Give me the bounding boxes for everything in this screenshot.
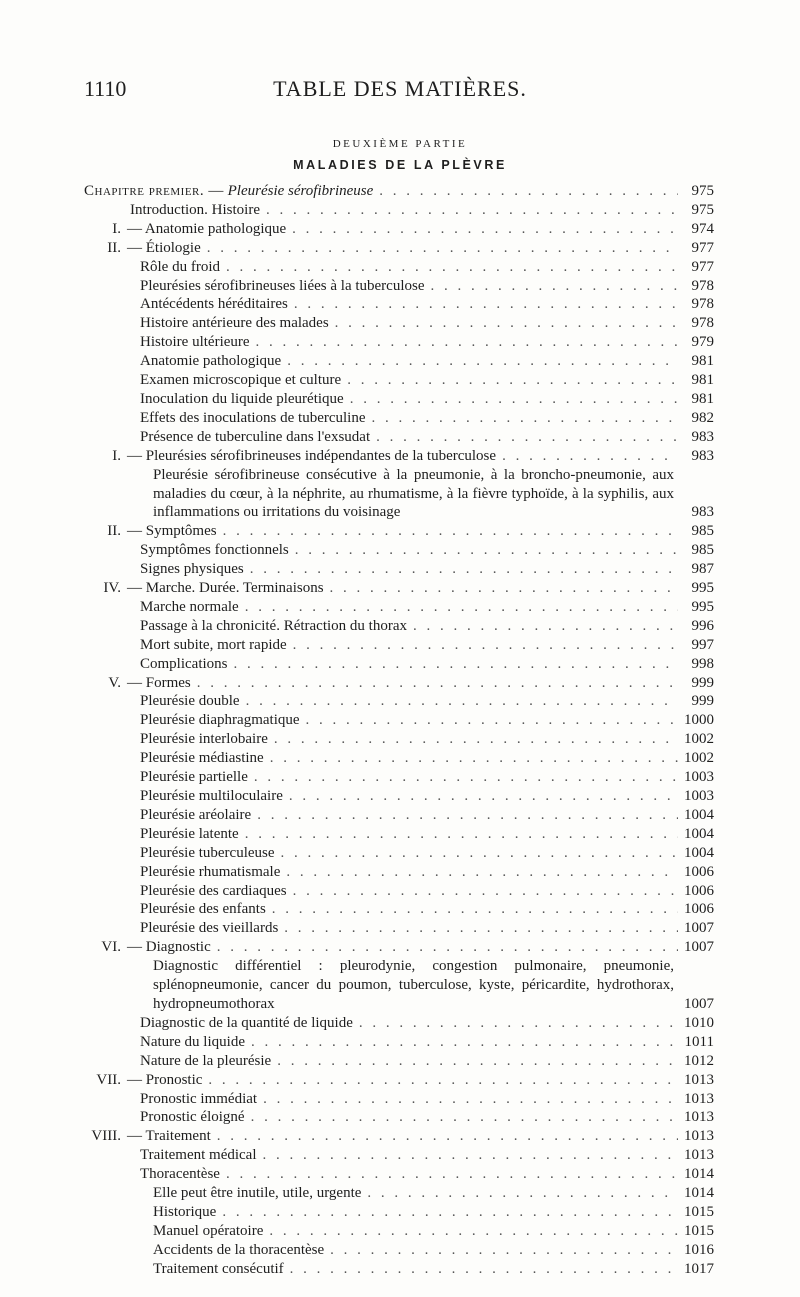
dot-leader	[269, 1222, 678, 1241]
entry-page-row	[0, 995, 800, 1014]
chapter-label: Chapitre premier. —	[84, 183, 224, 199]
entry-page: 987	[691, 561, 714, 578]
entry-page: 1003	[684, 769, 714, 786]
entry-page: 997	[691, 636, 714, 653]
toc-entry	[0, 938, 800, 957]
entry-page: 1010	[684, 1014, 714, 1031]
entry-page: 1006	[684, 882, 714, 899]
entry-text: Pleurésie des cardiaques	[140, 882, 287, 899]
toc-entry	[0, 258, 800, 277]
toc-entry	[0, 882, 800, 901]
entry-text: Examen microscopique et culture	[140, 372, 342, 389]
toc-entry	[0, 1071, 800, 1090]
entry-page: 999	[691, 674, 714, 691]
entry-text: Pleurésie multiloculaire	[140, 788, 283, 805]
entry-text: Complications	[140, 655, 228, 672]
toc-entry	[0, 428, 800, 447]
dot-leader	[347, 371, 678, 390]
dot-leader	[367, 1184, 678, 1203]
toc-entry	[0, 692, 800, 711]
table-of-contents	[0, 182, 800, 1279]
toc-entry	[0, 1014, 800, 1033]
chapter-page: 975	[691, 183, 714, 199]
entry-page: 975	[691, 201, 714, 218]
entry-page: 1015	[684, 1203, 714, 1220]
entry-number: IV.	[103, 580, 121, 597]
dot-leader	[294, 295, 678, 314]
toc-entry	[0, 1241, 800, 1260]
dot-leader	[281, 844, 678, 863]
dot-leader	[287, 352, 678, 371]
entry-text: Pleurésies sérofibrineuses liées à la tuberculose	[140, 277, 425, 294]
chapter-line	[84, 182, 373, 201]
entry-text: Pronostic immédiat	[140, 1090, 258, 1107]
toc-entry	[0, 277, 800, 296]
chapter-title: Pleurésie sérofibrineuse	[227, 183, 374, 199]
entry-number: V.	[108, 674, 121, 691]
dot-leader	[376, 428, 678, 447]
dot-leader	[245, 825, 678, 844]
entry-page: 1002	[684, 731, 714, 748]
entry-text: Pleurésie latente	[140, 825, 239, 842]
entry-page: 979	[691, 334, 714, 351]
toc-entry	[0, 409, 800, 428]
dot-leader	[208, 1071, 678, 1090]
dot-leader	[226, 258, 678, 277]
entry-text: Traitement médical	[140, 1147, 257, 1164]
entry-page: 981	[691, 390, 714, 407]
entry-text: Pleurésie interlobaire	[140, 731, 268, 748]
toc-entry	[0, 900, 800, 919]
entry-text: — Pronostic	[127, 1071, 203, 1088]
dot-leader	[293, 636, 678, 655]
entry-page: 1004	[684, 844, 714, 861]
dot-leader	[250, 560, 678, 579]
dot-leader	[284, 919, 678, 938]
toc-entry	[0, 579, 800, 598]
toc-entry	[0, 295, 800, 314]
entry-text: Anatomie pathologique	[140, 353, 282, 370]
page-header	[0, 76, 800, 106]
entry-text: — Anatomie pathologique	[127, 220, 287, 237]
entry-text: — Formes	[127, 674, 191, 691]
running-title: TABLE DES MATIÈRES.	[273, 76, 527, 101]
entry-text: — Pleurésies sérofibrineuses indépendantes de la tuberculose	[127, 447, 497, 464]
entry-number: II.	[107, 239, 121, 256]
entry-text: Histoire ultérieure	[140, 334, 250, 351]
entry-text: Thoracentèse	[140, 1166, 220, 1183]
dot-leader	[350, 390, 678, 409]
entry-text: Traitement consécutif	[153, 1260, 284, 1277]
entry-text: Pleurésie médiastine	[140, 750, 264, 767]
entry-page: 999	[691, 693, 714, 710]
entry-text: Pleurésie double	[140, 693, 240, 710]
entry-page: 978	[691, 296, 714, 313]
entry-page: 1006	[684, 863, 714, 880]
toc-entry	[0, 1090, 800, 1109]
entry-text: Pleurésie des enfants	[140, 901, 266, 918]
entry-page: 1002	[684, 750, 714, 767]
entry-page: 983	[691, 447, 714, 464]
entry-number: VIII.	[91, 1128, 121, 1145]
toc-entry	[0, 617, 800, 636]
entry-text: Elle peut être inutile, utile, urgente	[153, 1185, 362, 1202]
toc-entry	[0, 655, 800, 674]
entry-text: Introduction. Histoire	[130, 201, 260, 218]
entry-text: Diagnostic de la quantité de liquide	[140, 1014, 353, 1031]
entry-text: Manuel opératoire	[153, 1222, 264, 1239]
entry-page: 977	[691, 239, 714, 256]
toc-entry	[0, 711, 800, 730]
toc-entry	[0, 522, 800, 541]
dot-leader	[306, 711, 678, 730]
dot-leader	[263, 1146, 679, 1165]
dot-leader	[272, 900, 678, 919]
entry-text: Accidents de la thoracentèse	[153, 1241, 325, 1258]
entry-page: 995	[691, 598, 714, 615]
toc-entry	[0, 787, 800, 806]
dot-leader	[223, 522, 678, 541]
dot-leader	[293, 882, 678, 901]
dot-leader	[413, 617, 678, 636]
entry-text: — Diagnostic	[127, 939, 211, 956]
dot-leader	[359, 1014, 678, 1033]
toc-entry	[0, 466, 800, 523]
dot-leader	[286, 863, 678, 882]
entry-page: 974	[691, 220, 714, 237]
dot-leader	[274, 730, 678, 749]
entry-text: Antécédents héréditaires	[140, 296, 288, 313]
entry-text: Pleurésie sérofibrineuse consécutive à la pneumonie, à la broncho-pneumonie, aux maladies du cœur, à la néphrite, au rhumatisme, à la fièvre typhoïde, à la syphilis, aux inflammations ou irritations du voisinage	[153, 466, 674, 521]
entry-page: 983	[691, 504, 714, 521]
entry-text: Mort subite, mort rapide	[140, 636, 287, 653]
toc-entry	[0, 825, 800, 844]
dot-leader	[289, 787, 678, 806]
dot-leader	[266, 201, 678, 220]
dot-leader	[263, 1090, 678, 1109]
entry-number: II.	[107, 523, 121, 540]
dot-leader	[372, 409, 679, 428]
dot-leader	[330, 579, 678, 598]
entry-page: 1006	[684, 901, 714, 918]
entry-page: 1000	[684, 712, 714, 729]
dot-leader	[292, 220, 678, 239]
entry-text: Passage à la chronicité. Rétraction du thorax	[140, 617, 407, 634]
dot-leader	[207, 239, 678, 258]
dot-leader	[254, 768, 678, 787]
entry-page: 1003	[684, 788, 714, 805]
toc-entry	[0, 1203, 800, 1222]
dot-leader	[290, 1260, 678, 1279]
entry-text: Marche normale	[140, 598, 239, 615]
dot-leader	[217, 938, 678, 957]
entry-page: 1013	[684, 1128, 714, 1145]
toc-entry	[0, 844, 800, 863]
toc-entry	[0, 560, 800, 579]
entry-page: 1016	[684, 1241, 714, 1258]
entry-page: 978	[691, 277, 714, 294]
toc-entry	[0, 333, 800, 352]
toc-entry	[0, 1146, 800, 1165]
toc-entry	[0, 239, 800, 258]
dot-leader	[222, 1203, 678, 1222]
dot-leader	[431, 277, 679, 296]
entry-page: 1004	[684, 806, 714, 823]
dot-leader	[217, 1127, 678, 1146]
toc-entry	[0, 863, 800, 882]
entry-text: Rôle du froid	[140, 258, 220, 275]
dot-leader	[246, 692, 678, 711]
entry-page: 1011	[684, 1033, 714, 1050]
dot-leader	[251, 1033, 678, 1052]
dot-leader	[277, 1052, 678, 1071]
entry-page: 985	[691, 542, 714, 559]
entry-page: 985	[691, 523, 714, 540]
entry-page: 1013	[684, 1109, 714, 1126]
toc-entry	[0, 806, 800, 825]
dot-leader	[335, 314, 678, 333]
toc-entry	[0, 352, 800, 371]
entry-page: 1007	[684, 920, 714, 937]
entry-page: 977	[691, 258, 714, 275]
toc-entry	[0, 674, 800, 693]
toc-entry	[0, 541, 800, 560]
entry-text: Pleurésie diaphragmatique	[140, 712, 300, 729]
toc-entry	[0, 1108, 800, 1127]
entry-number: VII.	[96, 1071, 121, 1088]
entry-page: 1014	[684, 1166, 714, 1183]
dot-leader	[502, 447, 678, 466]
dot-leader	[295, 541, 678, 560]
dot-leader	[251, 1108, 678, 1127]
dot-leader	[257, 806, 678, 825]
toc-entry	[0, 1052, 800, 1071]
entry-page: 978	[691, 315, 714, 332]
entry-number: I.	[112, 220, 121, 237]
dot-leader	[197, 674, 678, 693]
entry-number: VI.	[101, 939, 121, 956]
dot-leader	[256, 333, 678, 352]
entry-page: 1013	[684, 1090, 714, 1107]
page-number: 1110	[84, 76, 127, 101]
toc-entry	[0, 201, 800, 220]
dot-leader	[226, 1165, 678, 1184]
entry-page: 995	[691, 580, 714, 597]
entry-page: 1017	[684, 1260, 714, 1277]
toc-entry	[0, 1033, 800, 1052]
entry-text: Historique	[153, 1203, 217, 1220]
entry-text: Pleurésie aréolaire	[140, 806, 252, 823]
entry-page: 1007	[684, 939, 714, 956]
toc-entry	[0, 1260, 800, 1279]
toc-entry	[0, 636, 800, 655]
dot-leader	[270, 749, 678, 768]
toc-entry	[0, 957, 800, 1014]
section-title: MALADIES DE LA PLÈVRE	[293, 158, 507, 172]
dot-leader	[330, 1241, 678, 1260]
entry-page: 983	[691, 428, 714, 445]
toc-entry	[0, 768, 800, 787]
entry-text: Nature du liquide	[140, 1033, 245, 1050]
entry-text: Pleurésie rhumatismale	[140, 863, 281, 880]
toc-entry	[0, 390, 800, 409]
entry-page: 1012	[684, 1052, 714, 1069]
entry-page: 981	[691, 372, 714, 389]
toc-entry	[0, 1127, 800, 1146]
entry-text: Nature de la pleurésie	[140, 1052, 272, 1069]
entry-page: 1013	[684, 1071, 714, 1088]
chapter-entry	[0, 182, 800, 201]
entry-text: Diagnostic différentiel : pleurodynie, congestion pulmonaire, pneumonie, splénopneumonie, cancer du poumon, tuberculose, kyste, péricardite, hydrothorax, hydropneumothorax	[153, 958, 674, 1012]
entry-number: I.	[112, 447, 121, 464]
entry-page: 1007	[684, 996, 714, 1012]
entry-page: 981	[691, 353, 714, 370]
entry-page: 998	[691, 655, 714, 672]
entry-page: 1015	[684, 1222, 714, 1239]
toc-entry	[0, 730, 800, 749]
entry-text: Présence de tuberculine dans l'exsudat	[140, 428, 371, 445]
dot-leader	[379, 182, 678, 201]
part-heading: DEUXIÈME PARTIE	[332, 138, 468, 150]
dot-leader	[234, 655, 679, 674]
toc-entry	[0, 447, 800, 466]
entry-text: — Symptômes	[127, 523, 217, 540]
toc-entry	[0, 919, 800, 938]
entry-page: 1013	[684, 1147, 714, 1164]
entry-page: 1014	[684, 1185, 714, 1202]
toc-entry	[0, 749, 800, 768]
toc-entry	[0, 314, 800, 333]
entry-page: 996	[691, 617, 714, 634]
entry-text: Pleurésie partielle	[140, 769, 248, 786]
toc-entry	[0, 598, 800, 617]
toc-entry	[0, 1165, 800, 1184]
entry-text: Pronostic éloigné	[140, 1109, 245, 1126]
entry-text: Histoire antérieure des malades	[140, 315, 329, 332]
entry-text: Pleurésie tuberculeuse	[140, 844, 275, 861]
entry-text: — Marche. Durée. Terminaisons	[127, 580, 324, 597]
dot-leader	[245, 598, 678, 617]
entry-page: 1004	[684, 825, 714, 842]
toc-entry	[0, 220, 800, 239]
entry-text: — Traitement	[127, 1128, 211, 1145]
entry-text: Pleurésie des vieillards	[140, 920, 279, 937]
toc-entry	[0, 1184, 800, 1203]
entry-text: Signes physiques	[140, 561, 244, 578]
entry-text: Inoculation du liquide pleurétique	[140, 390, 344, 407]
entry-text: Symptômes fonctionnels	[140, 542, 289, 559]
toc-entry	[0, 1222, 800, 1241]
entry-page: 982	[691, 409, 714, 426]
toc-entry	[0, 371, 800, 390]
entry-text: — Étiologie	[127, 239, 201, 256]
entry-text: Effets des inoculations de tuberculine	[140, 409, 366, 426]
